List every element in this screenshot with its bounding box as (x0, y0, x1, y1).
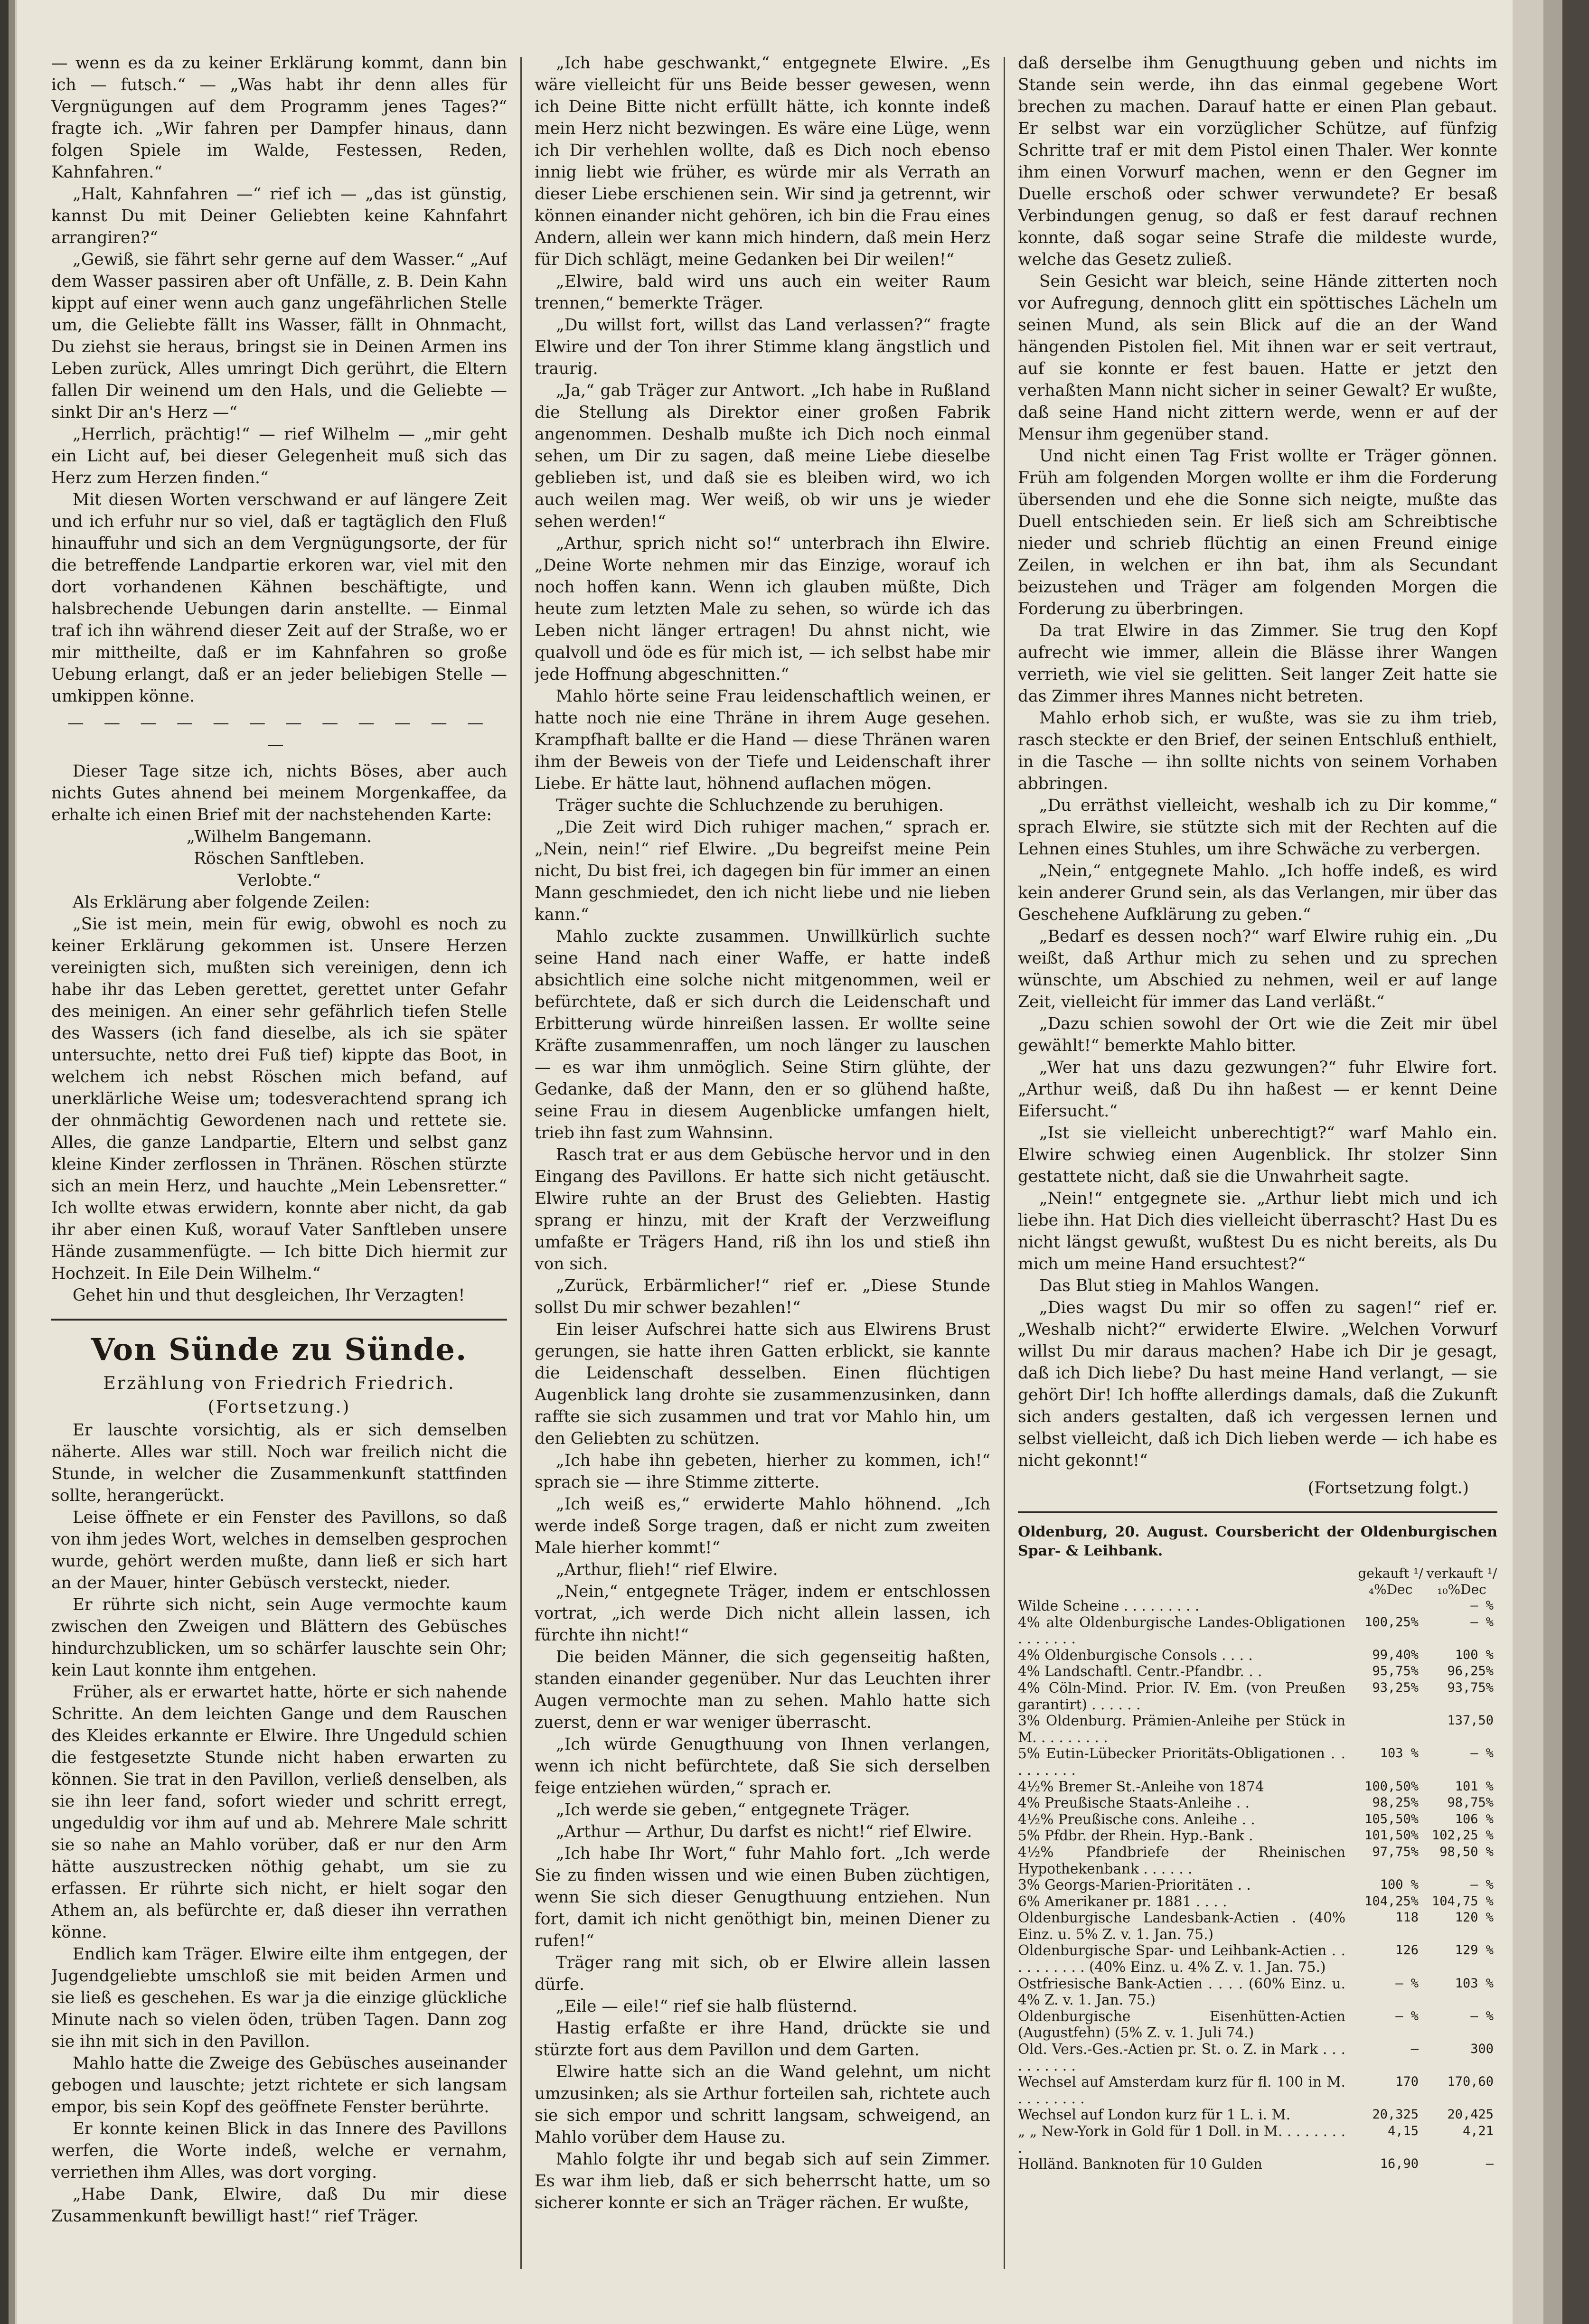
paragraph: „Bedarf es dessen noch?“ warf Elwire ruhig ein. „Du weißt, daß Arthur mich zu sehen und zu sprechen wünschte, um Abschied zu nehmen, weil er auf lange Zeit, vielleicht für immer das Land verläßt.“ (1018, 927, 1497, 1012)
rate-bought: 126 (1395, 1943, 1419, 1958)
rate-name: Holländ. Banknoten für 10 Gulden (1018, 2156, 1262, 2173)
exchange-rates-table (1018, 1598, 1497, 2173)
rate-sold: 170,60 (1447, 2074, 1494, 2090)
rate-sold: 300 (1470, 2042, 1494, 2057)
scan-left-margin (9, 0, 15, 2324)
rate-bought: 95,75% (1372, 1664, 1419, 1679)
paragraph: Dieser Tage sitze ich, nichts Böses, aber auch nichts Gutes ahnend bei meinem Morgenkaffee, da erhalte ich einen Brief mit der nachstehenden Karte: (51, 762, 507, 825)
paragraph: Hastig erfaßte er ihre Hand, drückte sie und stürzte fort aus dem Pavillon und dem Garten. (535, 2019, 990, 2060)
story-text-continued (535, 52, 990, 2214)
paragraph: „Arthur, sprich nicht so!“ unterbrach ihn Elwire. „Deine Worte nehmen mir das Einzige, worauf ich noch hoffen kann. Wenn ich glauben müßte, Dich heute zum letzten Male zu sehen, so würde ich das Leben nicht länger ertragen! Du ahnst nicht, wie qualvoll und öde es für mich ist, — ich selbst habe mir jede Hoffnung abgeschnitten.“ (535, 534, 990, 684)
rate-sold: 98,75% (1447, 1795, 1494, 1810)
paragraph: „Dies wagst Du mir so offen zu sagen!“ rief er. „Weshalb nicht?“ erwiderte Elwire. „Welchen Vorwurf willst Du mir daraus machen? Habe ich Dir je gesagt, daß ich Dich liebe? Du hast meine Hand verlangt, — sie gehört Dir! Ich hoffte allerdings damals, daß die Zukunft sich anders gestalten, daß ich vergessen lernen und selbst vielleicht, daß ich Dich lieben werde — ich habe es nicht gekonnt!“ (1018, 1298, 1497, 1470)
rate-name: Oldenburgische Spar- und Leihbank-Actien . . . . . . . . . . (40% Einz. u. 4% Z. v. 1. Jan. 75.) (1018, 1942, 1345, 1976)
rate-sold: 98,50 % (1439, 1844, 1494, 1859)
rate-bought: 100,25% (1364, 1614, 1419, 1630)
rate-name: 4% Oldenburgische Consols . . . . (1018, 1647, 1253, 1663)
rate-sold: 137,50 (1447, 1713, 1494, 1728)
rate-bought: 20,325 (1372, 2107, 1419, 2122)
rate-bought: 104,25% (1364, 1893, 1419, 1909)
paragraph: „Ja,“ gab Träger zur Antwort. „Ich habe in Rußland die Stellung als Direktor einer großen Fabrik angenommen. Deshalb mußte ich Dich noch einmal sehen, um Dir zu sagen, daß meine Liebe dieselbe geblieben ist, und daß sie es bleiben wird, wo ich auch weilen mag. Wer weiß, ob wir uns je wieder sehen werden!“ (535, 381, 990, 531)
rate-sold: 104,75 % (1431, 1893, 1494, 1909)
paragraph: „Ich habe geschwankt,“ entgegnete Elwire. „Es wäre vielleicht für uns Beide besser gewesen, wenn ich Deine Bitte nicht erfüllt hätte, ich konnte indeß mein Herz nicht bezwingen. Es wäre eine Lüge, wenn ich Dir verhehlen wollte, daß es Dich noch ebenso innig liebt wie früher, es würde mir als Verrath an dieser Liebe erschienen sein. Wir sind ja getrennt, wir können einander nicht gehören, ich bin die Frau eines Andern, allein wer kann mich hindern, daß mein Herz für Dich schlägt, meine Gedanken bei Dir weilen!“ (535, 54, 990, 269)
paragraph: — wenn es da zu keiner Erklärung kommt, dann bin ich — futsch.“ — „Was habt ihr denn alles für Vergnügungen auf dem Programm jenes Tages?“ fragte ich. „Wir fahren per Dampfer hinaus, dann folgen Spiele im Walde, Festessen, Reden, Kahnfahren.“ (51, 54, 507, 182)
paragraph: Da trat Elwire in das Zimmer. Sie trug den Kopf aufrecht wie immer, allein die Blässe ihrer Wangen verrieth, wie viel sie gelitten. Seit langer Zeit hatte sie das Zimmer ihres Mannes nicht betreten. (1018, 621, 1497, 706)
rate-row (1018, 1877, 1497, 1893)
feuilleton-text-continued (51, 760, 507, 826)
rates-column-headers (1018, 1565, 1497, 1598)
rate-sold: 129 % (1455, 1943, 1494, 1958)
rate-name: 4% Landschaftl. Centr.-Pfandbr. . . (1018, 1663, 1262, 1680)
paragraph: „Ist sie vielleicht unberechtigt?“ warf Mahlo ein. Elwire schwieg einen Augenblick. Ihr stolzer Sinn gestattete nicht, daß sie die Unwahrheit sagte. (1018, 1124, 1497, 1186)
rate-bought: 118 (1395, 1910, 1419, 1925)
rate-bought: 98,25% (1372, 1795, 1419, 1810)
rate-sold: 100 % (1455, 1647, 1494, 1662)
story-separator (51, 1319, 507, 1321)
paragraph: „Nein,“ entgegnete Mahlo. „Ich hoffe indeß, es wird kein anderer Grund sein, als das Verlangen, mir über das Geschehene Aufklärung zu geben.“ (1018, 862, 1497, 924)
rate-row (1018, 1893, 1497, 1910)
rate-bought: — (1410, 2042, 1419, 2057)
scan-right-margin (1543, 0, 1562, 2324)
paragraph: Die beiden Männer, die sich gegenseitig haßten, standen einander gegenüber. Nur das Leuchten ihrer Augen vermochte man zu sehen. Mahlo hatte sich zuerst, denn er war weniger überrascht. (535, 1648, 990, 1732)
rate-sold: — % (1470, 1877, 1494, 1893)
rate-sold: — % (1470, 2008, 1494, 2024)
paragraph: Träger rang mit sich, ob er Elwire allein lassen dürfe. (535, 1953, 990, 1994)
rate-sold: 93,75% (1447, 1680, 1494, 1695)
paragraph: „Habe Dank, Elwire, daß Du mir diese Zusammenkunft bewilligt hast!“ rief Träger. (51, 2185, 507, 2226)
paragraph: „Dazu schien sowohl der Ort wie die Zeit mir übel gewählt!“ bemerkte Mahlo bitter. (1018, 1014, 1497, 1055)
paragraph: Leise öffnete er ein Fenster des Pavillons, so daß von ihm jedes Wort, welches in demselben gesprochen wurde, gehört werden mußte, dann ließ er sich hart an der Mauer, hinter Gebüsch versteckt, nieder. (51, 1508, 507, 1593)
rate-row (1018, 1795, 1497, 1811)
story-text (51, 1419, 507, 2227)
paragraph: daß derselbe ihm Genugthuung geben und nichts im Stande sein werde, ihn das einmal gegebene Wort brechen zu machen. Darauf hatte er einen Plan gebaut. Er selbst war ein vorzüglicher Schütze, auf fünfzig Schritte traf er mit dem Pistol einen Thaler. Wer konnte ihm einen Vorwurf machen, wenn er den Gegner im Duelle erschoß oder schwer verwundete? Er besaß Verbindungen genug, so daß er fest darauf rechnen konnte, daß sogar seine Strafe die mildeste wurde, welche das Gesetz zuließ. (1018, 54, 1497, 269)
rate-row (1018, 2156, 1497, 2173)
paragraph: Mahlo zuckte zusammen. Unwillkürlich suchte seine Hand nach einer Waffe, er hatte indeß absichtlich eine solche nicht mitgenommen, weil er befürchtete, daß er sich durch die Leidenschaft und Erbitterung würde hinreißen lassen. Er wollte seine Kräfte zusammenraffen, um noch länger zu lauschen — es war ihm unmöglich. Seine Stirn glühte, der Gedanke, daß der Mann, den er so glühend haßte, seine Frau in diesem Augenblicke umfangen hielt, trieb ihn fast zum Wahnsinn. (535, 927, 990, 1143)
rate-bought: 170 (1395, 2074, 1419, 2090)
rate-row (1018, 1680, 1497, 1713)
paragraph: „Sie ist mein, mein für ewig, obwohl es noch zu keiner Erklärung gekommen ist. Unsere Herzen vereinigten sich, mußten sich vereinigen, denn ich habe ihr das Leben gerettet, gerettet unter Gefahr des meinigen. An einer sehr gefährlich tiefen Stelle des Wassers (ich fand dieselbe, als ich sie später untersuchte, netto drei Fuß tief) kippte das Boot, in welchem ich nebst Röschen mich befand, auf unerklärliche Weise um; todesverachtend sprang ich der ohnmächtig Gewordenen nach und rettete sie. Alles, die ganze Landpartie, Eltern und selbst ganz kleine Kinder zerflossen in Thränen. Röschen stürzte sich an mein Herz, und hauchte „Mein Lebensretter.“ Ich wollte etwas erwidern, konnte aber nicht, da gab ihr aber einen Kuß, worauf Vater Sanftleben unsere Hände zusammenfügte. — Ich bitte Dich hiermit zur Hochzeit. In Eile Dein Wilhelm.“ (51, 915, 507, 1283)
rate-row (1018, 1910, 1497, 1942)
rate-sold: — % (1470, 1746, 1494, 1761)
rate-row (1018, 1745, 1497, 1778)
section-divider: — — — — — — — — — — — — — (67, 713, 491, 754)
paragraph: „Du erräthst vielleicht, weshalb ich zu Dir komme,“ sprach Elwire, sie stützte sich mit der Rechten auf die Lehnen eines Stuhles, um ihre Schwäche zu verbergen. (1018, 796, 1497, 859)
rate-bought: — % (1395, 2008, 1419, 2024)
paragraph: Er lauschte vorsichtig, als er sich demselben näherte. Alles war still. Noch war freilich nicht die Stunde, in welcher die Zusammenkunft stattfinden sollte, herangerückt. (51, 1421, 507, 1505)
paragraph: Er rührte sich nicht, sein Auge vermochte kaum zwischen den Zweigen und Blättern des Gebüsches hindurchzublicken, um so schärfer lauschte sein Ohr; kein Laut konnte ihm entgehen. (51, 1595, 507, 1680)
rate-sold: 120 % (1455, 1910, 1494, 1925)
paragraph: Mahlo hatte die Zweige des Gebüsches auseinander gebogen und lauschte; jetzt richtete er sich langsam empor, bis sein Kopf des geöffnete Fenster berührte. (51, 2054, 507, 2117)
paragraph: „Eile — eile!“ rief sie halb flüsternd. (555, 1997, 857, 2016)
paragraph: Rasch trat er aus dem Gebüsche hervor und in den Eingang des Pavillons. Er hatte sich nicht getäuscht. Elwire ruhte an der Brust des Geliebten. Hastig sprang er hinzu, mit der Kraft der Verzweiflung umfaßte er Trägers Hand, riß ihn los und stieß ihn von sich. (535, 1145, 990, 1274)
story-note: (Fortsetzung.) (207, 1397, 351, 1417)
rate-row (1018, 2107, 1497, 2123)
paragraph: Mahlo hörte seine Frau leidenschaftlich weinen, er hatte noch nie eine Thräne in ihrem Auge gesehen. Krampfhaft ballte er die Hand — diese Thränen waren ihm der Beweis von der Tiefe und Leidenschaft ihrer Liebe. Er hätte laut, höhnend auflachen mögen. (535, 687, 990, 793)
rate-bought (1347, 1598, 1422, 1614)
rate-name: 5% Pfdbr. der Rhein. Hyp.-Bank . (1018, 1827, 1253, 1844)
rate-sold: 102,25 % (1431, 1828, 1494, 1843)
rate-bought: 103 % (1380, 1746, 1419, 1761)
rate-bought (1347, 1713, 1422, 1745)
rate-sold: — % (1470, 1614, 1494, 1630)
paragraph: „Nein!“ entgegnete sie. „Arthur liebt mich und ich liebe ihn. Hat Dich dies vielleicht überrascht? Hast Du es nicht längst gewußt, wußtest Du es nicht bereits, als Du mich um meine Hand ersuchtest?“ (1018, 1189, 1497, 1274)
paragraph: Das Blut stieg in Mahlos Wangen. (1039, 1276, 1319, 1295)
rate-bought: 105,50% (1364, 1811, 1419, 1827)
rate-name: Oldenburgische Eisenhütten-Actien (Augustfehn) (5% Z. v. 1. Juli 74.) (1018, 2008, 1345, 2041)
paragraph: Träger suchte die Schluchzende zu beruhigen. (555, 796, 944, 815)
rate-row (1018, 1598, 1497, 1614)
rate-sold: 20,425 (1447, 2107, 1494, 2122)
rate-row (1018, 1942, 1497, 1975)
rate-name: „ „ New-York in Gold für 1 Doll. in M. . . . . . . . . (1018, 2123, 1345, 2156)
column-rule-1 (520, 57, 522, 2269)
engagement-card (51, 826, 507, 891)
paragraph: „Ich weiß es,“ erwiderte Mahlo höhnend. „Ich werde indeß Sorge tragen, daß er nicht zum zweiten Male hierher kommt!“ (535, 1495, 990, 1557)
rate-row (1018, 2123, 1497, 2156)
letter-text (51, 891, 507, 1306)
paragraph: „Wer hat uns dazu gezwungen?“ fuhr Elwire fort. „Arthur weiß, daß Du ihn haßest — er kennt Deine Eifersucht.“ (1018, 1058, 1497, 1121)
paragraph: „Zurück, Erbärmlicher!“ rief er. „Diese Stunde sollst Du mir schwer bezahlen!“ (535, 1276, 990, 1317)
rate-row (1018, 1827, 1497, 1844)
card-line: Verlobte.“ (237, 871, 321, 890)
paragraph: Gehet hin und thut desgleichen, Ihr Verzagten! (72, 1286, 465, 1305)
rates-header-bought: gekauft ¹/₄%Dec (1358, 1565, 1423, 1597)
paragraph: „Gewiß, sie fährt sehr gerne auf dem Wasser.“ „Auf dem Wasser passiren aber oft Unfälle, z. B. Dein Kahn kippt auf einer wenn auch ganz ungefährlichen Stelle um, die Geliebte fällt ins Wasser, fällt in Ohnmacht, Du ziehst sie heraus, bringst sie in Deinen Armen ins Leben zurück, Alles umringt Dich gerührt, die Eltern fallen Dir weinend um den Hals, und die Geliebte — sinkt Dir an's Herz —“ (51, 250, 507, 422)
continuation-note: (Fortsetzung folgt.) (1307, 1479, 1469, 1498)
paragraph: „Nein,“ entgegnete Träger, indem er entschlossen vortrat, „ich werde Dich nicht allein lassen, ich fürchte ihn nicht!“ (535, 1582, 990, 1645)
rate-bought: 97,75% (1372, 1844, 1419, 1859)
rates-header-sold: verkauft ¹/₁₀%Dec (1426, 1565, 1497, 1597)
rate-bought: — % (1395, 1976, 1419, 1991)
rate-row (1018, 1647, 1497, 1664)
scan-left-edge (0, 0, 9, 2324)
paragraph: Mahlo folgte ihr und begab sich auf sein Zimmer. Es war ihm lieb, daß er sich beherrscht hatte, um so sicherer konnte er sich an Träger rächen. Er wußte, (535, 2150, 990, 2212)
paragraph: „Ich habe Ihr Wort,“ fuhr Mahlo fort. „Ich werde Sie zu finden wissen und wie einen Buben züchtigen, wenn Sie sich dieser Genugthuung entziehen. Nun fort, damit ich nicht genöthigt bin, meinen Diener zu rufen!“ (535, 1844, 990, 1950)
rate-row (1018, 2074, 1497, 2107)
paragraph: „Die Zeit wird Dich ruhiger machen,“ sprach er. „Nein, nein!“ rief Elwire. „Du begreifst meine Pein nicht, Du bist frei, ich dagegen bin für immer an einen Mann geschmiedet, den ich nicht liebe und nie lieben kann.“ (535, 818, 990, 924)
rate-name: 6% Amerikaner pr. 1881 . . . . (1018, 1893, 1227, 1910)
rate-row (1018, 1663, 1497, 1680)
paragraph: Elwire hatte sich an die Wand gelehnt, um nicht umzusinken; als sie Arthur forteilen sah, richtete auch sie sich empor und schritt langsam, schweigend, an Mahlo vorüber dem Hause zu. (535, 2062, 990, 2147)
paragraph: „Ich würde Genugthuung von Ihnen verlangen, wenn ich nicht befürchtete, daß Sie sich derselben feige entziehen würden,“ sprach er. (535, 1735, 990, 1798)
paragraph: Mahlo erhob sich, er wußte, was sie zu ihm trieb, rasch steckte er den Brief, der seinen Entschluß enthielt, in die Tasche — ihn sollte nichts von seinem Vorhaben abbringen. (1018, 709, 1497, 793)
paragraph: Mit diesen Worten verschwand er auf längere Zeit und ich erfuhr nur so viel, daß er tagtäglich den Fluß hinauffuhr und sich an dem Vergnügungsorte, der für die betreffende Landpartie erkoren war, viel mit den dort vorhandenen Kähnen beschäftigte, und halsbrechende Uebungen darin anstellte. — Einmal traf ich ihn während dieser Zeit auf der Straße, wo er mir mittheilte, daß er im Kahnfahren so große Uebung erlangt, daß er an jeder beliebigen Stelle — umkippen könne. (51, 490, 507, 706)
paragraph: „Du willst fort, willst das Land verlassen?“ fragte Elwire und der Ton ihrer Stimme klang ängstlich und traurig. (535, 316, 990, 378)
rate-name: 3% Georgs-Marien-Prioritäten . . (1018, 1877, 1251, 1893)
rate-row (1018, 1713, 1497, 1745)
paragraph: Früher, als er erwartet hatte, hörte er sich nahende Schritte. An dem leichten Gange und dem Rauschen des Kleides erkannte er Elwire. Ihre Ungeduld schien die festgesetzte Stunde nicht haben erwarten zu können. Sie trat in den Pavillon, verließ denselben, als sie ihn leer fand, sofort wieder und schritt erregt, ungeduldig vor ihm auf und ab. Mehrere Male schritt sie so nahe an Mahlo vorüber, daß er nur den Arm hätte auszustrecken nöthig gehabt, um sie zu erfassen. Er rührte sich nicht, er hielt sogar den Athem an, als befürchte er, daß dieser ihn verrathen könne. (51, 1683, 507, 1942)
rate-name: 4% alte Oldenburgische Landes-Obligationen . . . . . . . (1018, 1614, 1345, 1647)
rate-name: Wechsel auf Amsterdam kurz für fl. 100 in M. . . . . . . . . (1018, 2074, 1345, 2107)
rate-sold: 4,21 (1462, 2124, 1494, 2138)
paragraph: „Arthur — Arthur, Du darfst es nicht!“ rief Elwire. (555, 1822, 972, 1841)
paragraph: „Elwire, bald wird uns auch ein weiter Raum trennen,“ bemerkte Träger. (535, 272, 990, 313)
rate-sold: 101 % (1455, 1779, 1494, 1794)
rate-name: 4½% Bremer St.-Anleihe von 1874 (1018, 1778, 1264, 1795)
newspaper-page (17, 0, 1513, 2324)
story-author: Erzählung von Friedrich Friedrich. (103, 1374, 455, 1393)
story-text-end (1018, 52, 1497, 1471)
paragraph: Als Erklärung aber folgende Zeilen: (72, 893, 370, 912)
rate-row (1018, 1976, 1497, 2008)
rate-name: 4½% Preußische cons. Anleihe . . (1018, 1811, 1255, 1827)
paragraph: Und nicht einen Tag Frist wollte er Träger gönnen. Früh am folgenden Morgen wollte er ihm die Forderung übersenden und ehe die Sonne sich neigte, mußte das Duell entschieden sein. Er ließ sich am Schreibtische nieder und schrieb flüchtig an einen Freund einige Zeilen, in welchen er ihn bat, ihm als Secundant beizustehen und Träger am folgenden Morgen die Forderung zu überbringen. (1018, 447, 1497, 618)
rate-bought: 101,50% (1364, 1828, 1419, 1843)
rate-name: Ostfriesische Bank-Actien . . . . (60% Einz. u. 4% Z. v. 1. Jan. 75.) (1018, 1975, 1345, 2008)
rate-bought: 100 % (1380, 1877, 1419, 1893)
rate-name: 4% Preußische Staats-Anleihe . . (1018, 1795, 1250, 1811)
card-line: „Wilhelm Bangemann. (186, 827, 372, 846)
rate-name: 4½% Pfandbriefe der Rheinischen Hypothekenbank . . . . . . (1018, 1844, 1345, 1877)
rate-name: 5% Eutin-Lübecker Prioritäts-Obligationen . . . . . . . . . (1018, 1745, 1345, 1778)
paragraph: „Herrlich, prächtig!“ — rief Wilhelm — „mir geht ein Licht auf, bei dieser Gelegenheit muß sich das Herz zum Herzen finden.“ (51, 425, 507, 487)
rate-row (1018, 1779, 1497, 1795)
paragraph: Endlich kam Träger. Elwire eilte ihm entgegen, der Jugendgeliebte umschloß sie mit beiden Armen und sie ließ es geschehen. Es war ja die einzige glückliche Minute nach so vielen öden, trüben Tagen. Dann zog sie ihn mit sich in den Pavillon. (51, 1945, 507, 2051)
column-2 (535, 52, 990, 2283)
rate-row (1018, 2008, 1497, 2041)
column-rule-2 (1004, 57, 1005, 2269)
rate-sold: 103 % (1455, 1976, 1494, 1991)
rate-bought: 100,50% (1364, 1779, 1419, 1794)
rate-name: 4% Cöln-Mind. Prior. IV. Em. (von Preußen garantirt) . . . . . . (1018, 1679, 1345, 1713)
rates-separator (1018, 1511, 1497, 1513)
rate-bought: 4,15 (1387, 2124, 1419, 2138)
rate-bought: 16,90 (1380, 2156, 1419, 2172)
paragraph: „Halt, Kahnfahren —“ rief ich — „das ist günstig, kannst Du mit Deiner Geliebten keine Kahnfahrt arrangiren?“ (51, 185, 507, 247)
rate-bought: 99,40% (1372, 1647, 1419, 1662)
rate-name: 3% Oldenburg. Prämien-Anleihe per Stück in M. . . . . . . . . (1018, 1713, 1345, 1745)
scan-right-edge (1562, 0, 1589, 2324)
rates-heading: Oldenburg, 20. August. Coursbericht der Oldenburgischen Spar- & Leihbank. (1018, 1524, 1497, 1559)
rate-name: Wilde Scheine . . . . . . . . . (1018, 1598, 1200, 1614)
rate-name: Wechsel auf London kurz für 1 L. i. M. (1018, 2107, 1291, 2123)
rate-name: Old. Vers.-Ges.-Actien pr. St. o. Z. in Mark . . . . . . . . . . (1018, 2041, 1345, 2074)
column-1 (51, 52, 507, 2283)
paragraph: „Ich werde sie geben,“ entgegnete Träger. (555, 1800, 910, 1819)
paragraph: „Arthur, flieh!“ rief Elwire. (555, 1560, 778, 1579)
rate-sold: — (1486, 2156, 1494, 2172)
paragraph: Sein Gesicht war bleich, seine Hände zitterten noch vor Aufregung, dennoch glitt ein spöttisches Lächeln um seinen Mund, als sein Blick auf die an der Wand hängenden Pistolen fiel. Mit ihnen war er seit vertraut, auf sie konnte er fest bauen. Hatte er jetzt den verhaßten Mann nicht sicher in seiner Gewalt? Er wußte, daß seine Hand nicht zittern werde, wenn er auf der Mensur ihm gegenüber stand. (1018, 272, 1497, 444)
story-title: Von Sünde zu Sünde. (91, 1332, 468, 1368)
rate-row (1018, 1811, 1497, 1828)
rate-sold: 106 % (1455, 1811, 1494, 1827)
paragraph: Er konnte keinen Blick in das Innere des Pavillons werfen, die Worte indeß, welche er vernahm, verriethen ihm Alles, was dort vorging. (51, 2119, 507, 2182)
rate-sold: — % (1470, 1598, 1494, 1613)
rate-row (1018, 1614, 1497, 1647)
rate-row (1018, 2041, 1497, 2074)
feuilleton-text (51, 52, 507, 707)
rate-name: Oldenburgische Landesbank-Actien . (40% Einz. u. 5% Z. v. 1. Jan. 75.) (1018, 1910, 1345, 1942)
rate-bought: 93,25% (1372, 1680, 1419, 1695)
rate-sold: 96,25% (1447, 1664, 1494, 1679)
paragraph: „Ich habe ihn gebeten, hierher zu kommen, ich!“ sprach sie — ihre Stimme zitterte. (535, 1451, 990, 1492)
card-line: Röschen Sanftleben. (194, 849, 365, 868)
rate-row (1018, 1844, 1497, 1877)
paragraph: Ein leiser Aufschrei hatte sich aus Elwirens Brust gerungen, sie hatte ihren Gatten erblickt, sie kannte die Leidenschaft desselben. Einen flüchtigen Augenblick lang drohte sie zusammenzusinken, dann raffte sie sich zusammen und trat vor Mahlo hin, um den Geliebten zu schützen. (535, 1320, 990, 1448)
column-3 (1018, 52, 1497, 2283)
